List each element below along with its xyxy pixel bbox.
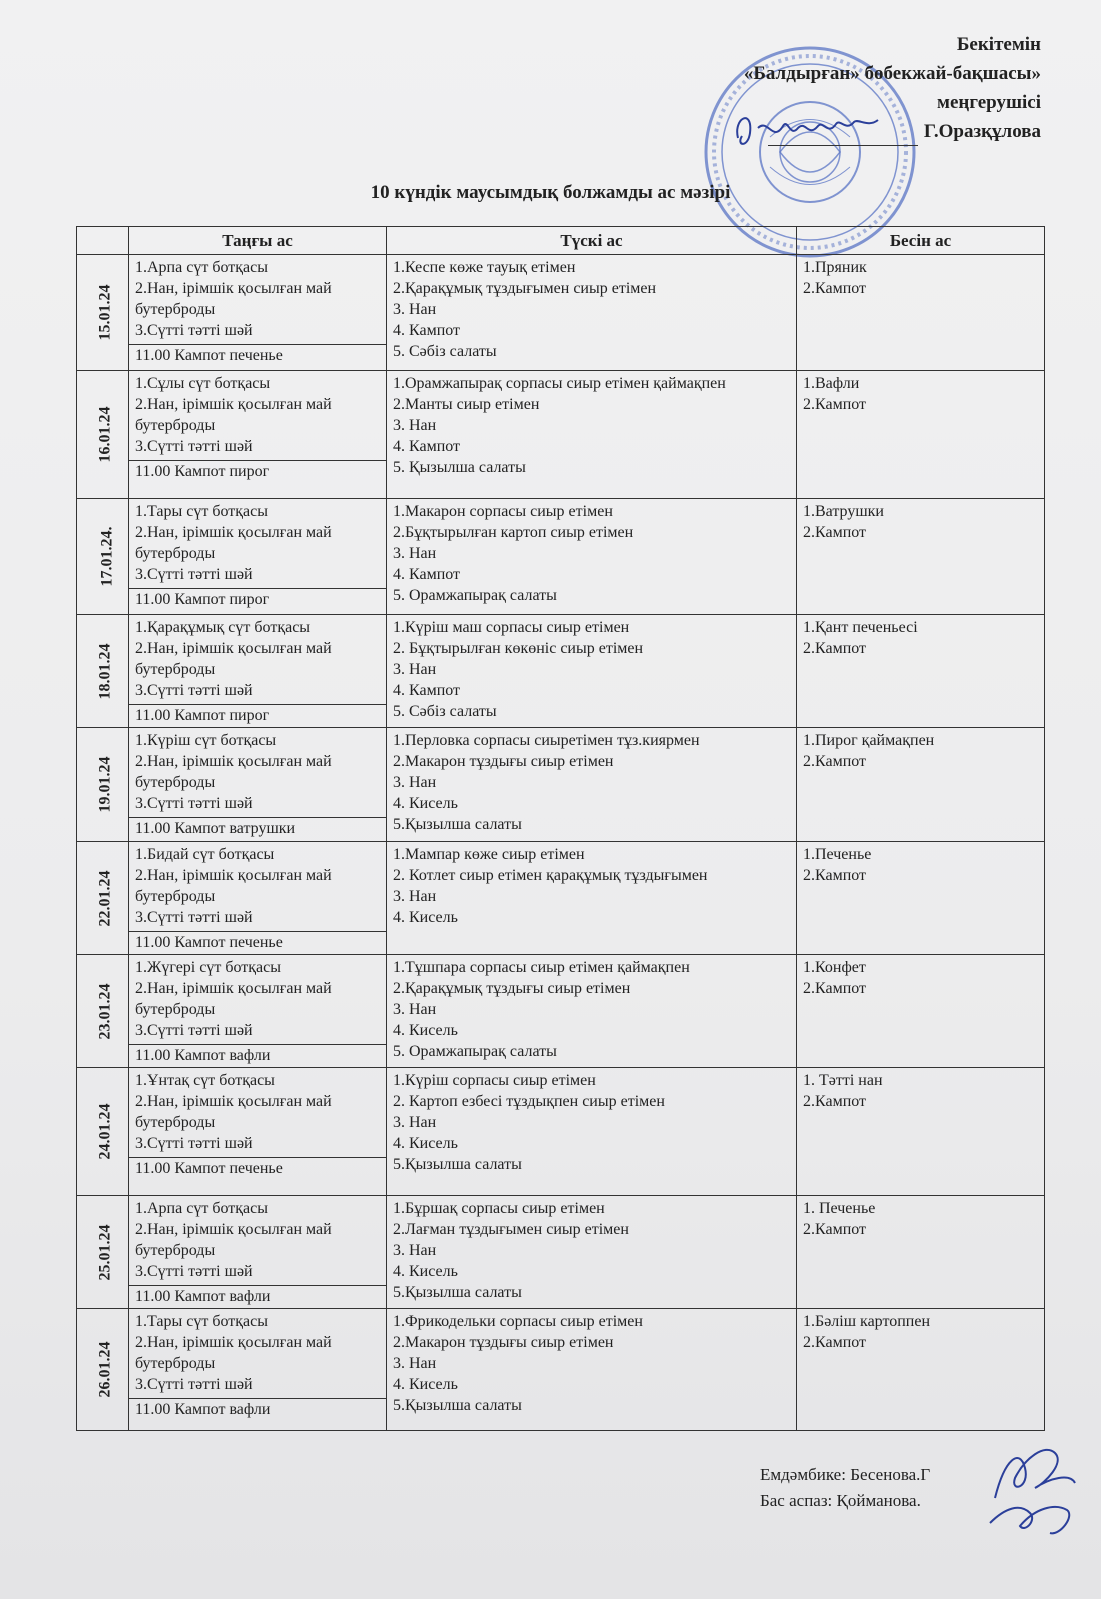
date-label: 18.01.24	[96, 643, 114, 699]
snack-cell	[797, 842, 1045, 955]
date-label: 26.01.24	[96, 1341, 114, 1398]
snack-item: 2.Кампот	[803, 867, 867, 884]
date-cell	[77, 255, 129, 371]
breakfast-cell	[129, 842, 387, 955]
date-cell	[77, 842, 129, 955]
snack-item: 1.Пирог қаймақпен	[803, 732, 935, 749]
lunch-item: 1.Макарон сорпасы сиыр етімен	[393, 503, 613, 520]
lunch-item: 5.Қызылша салаты	[393, 1284, 522, 1301]
lunch-item: 3. Нан	[393, 774, 437, 791]
breakfast-cell	[129, 728, 387, 842]
breakfast-item: 2.Нан, ірімшік қосылған май бутерброды	[135, 1093, 332, 1131]
second-breakfast-item: 11.00 Кампот вафли	[129, 1398, 386, 1421]
breakfast-item: 1.Бидай сүт ботқасы	[135, 846, 275, 863]
lunch-item: 4. Кисель	[393, 795, 458, 812]
snack-cell	[797, 615, 1045, 728]
date-cell	[77, 371, 129, 499]
breakfast-item: 1.Қарақұмық сүт ботқасы	[135, 619, 311, 636]
snack-item: 2.Кампот	[803, 524, 867, 541]
breakfast-cell	[129, 955, 387, 1068]
lunch-item: 1.Бұршақ сорпасы сиыр етімен	[393, 1200, 605, 1217]
lunch-cell	[387, 1068, 797, 1196]
lunch-item: 1.Мампар көже сиыр етімен	[393, 846, 585, 863]
lunch-item: 3. Нан	[393, 1001, 437, 1018]
table-row	[77, 615, 1045, 728]
table-row	[77, 955, 1045, 1068]
lunch-item: 3. Нан	[393, 888, 437, 905]
lunch-cell	[387, 955, 797, 1068]
lunch-item: 4. Кисель	[393, 909, 458, 926]
lunch-item: 3. Нан	[393, 417, 437, 434]
lunch-item: 5.Қызылша салаты	[393, 816, 522, 833]
snack-cell	[797, 371, 1045, 499]
lunch-item: 4. Кампот	[393, 438, 461, 455]
breakfast-cell	[129, 371, 387, 499]
lunch-item: 1.Кеспе көже тауық етімен	[393, 259, 576, 276]
lunch-item: 3. Нан	[393, 545, 437, 562]
date-cell	[77, 499, 129, 615]
director-name: Г.Оразқұлова	[923, 121, 1041, 142]
kindergarten-name: «Балдырған» бөбекжай-бақшасы»	[743, 63, 1041, 84]
second-breakfast-item: 11.00 Кампот вафли	[129, 1285, 386, 1308]
lunch-item: 1.Перловка сорпасы сиыретімен тұз.киярмен	[393, 732, 700, 749]
table-row	[77, 1309, 1045, 1431]
snack-item: 1. Печенье	[803, 1200, 876, 1217]
lunch-item: 1.Фрикодельки сорпасы сиыр етімен	[393, 1313, 643, 1330]
breakfast-item: 3.Сүтті тәтті шәй	[135, 438, 253, 455]
table-row	[77, 371, 1045, 499]
lunch-item: 1.Күріш маш сорпасы сиыр етімен	[393, 619, 630, 636]
breakfast-item: 2.Нан, ірімшік қосылған май бутерброды	[135, 1334, 332, 1372]
breakfast-cell	[129, 1309, 387, 1431]
date-cell	[77, 728, 129, 842]
date-label: 17.01.24.	[98, 526, 116, 587]
lunch-item: 2.Лағман тұздығымен сиыр етімен	[393, 1221, 629, 1238]
lunch-item: 4. Кисель	[393, 1135, 458, 1152]
snack-item: 2.Кампот	[803, 280, 867, 297]
lunch-cell	[387, 728, 797, 842]
snack-cell	[797, 955, 1045, 1068]
date-label: 24.01.24	[96, 1103, 114, 1160]
breakfast-cell	[129, 1068, 387, 1196]
breakfast-item: 1.Ұнтақ сүт ботқасы	[135, 1072, 275, 1089]
breakfast-item: 3.Сүтті тәтті шәй	[135, 1376, 253, 1393]
breakfast-item: 3.Сүтті тәтті шәй	[135, 909, 253, 926]
menu-table	[76, 226, 1045, 1431]
staff-signature	[975, 1438, 1085, 1548]
lunch-item: 4. Кампот	[393, 682, 461, 699]
lunch-cell	[387, 1196, 797, 1309]
lunch-item: 2. Картоп езбесі тұздықпен сиыр етімен	[393, 1093, 665, 1110]
lunch-item: 3. Нан	[393, 1242, 437, 1259]
lunch-item: 5. Сәбіз салаты	[393, 703, 497, 720]
lunch-item: 4. Кампот	[393, 322, 461, 339]
snack-item: 1.Ватрушки	[803, 503, 884, 520]
lunch-cell	[387, 499, 797, 615]
breakfast-cell	[129, 615, 387, 728]
breakfast-item: 1.Арпа сүт ботқасы	[135, 259, 268, 276]
lunch-cell	[387, 255, 797, 371]
snack-column-header: Бесін ас	[797, 227, 1045, 255]
chef-line: Бас аспаз: Қойманова.	[760, 1491, 921, 1510]
breakfast-item: 3.Сүтті тәтті шәй	[135, 322, 253, 339]
date-column-header	[77, 227, 129, 255]
snack-cell	[797, 1196, 1045, 1309]
second-breakfast-item: 11.00 Кампот пирог	[129, 588, 386, 611]
lunch-cell	[387, 371, 797, 499]
date-cell	[77, 1309, 129, 1431]
snack-item: 1.Конфет	[803, 959, 866, 976]
second-breakfast-item: 11.00 Кампот ватрушки	[129, 817, 386, 840]
snack-item: 2.Кампот	[803, 980, 867, 997]
table-row	[77, 1196, 1045, 1309]
lunch-item: 1.Күріш сорпасы сиыр етімен	[393, 1072, 596, 1089]
second-breakfast-item: 11.00 Кампот печенье	[129, 1157, 386, 1180]
lunch-item: 2. Котлет сиыр етімен қарақұмық тұздығымен	[393, 867, 708, 884]
snack-item: 2.Кампот	[803, 1334, 867, 1351]
lunch-item: 5.Қызылша салаты	[393, 1397, 522, 1414]
second-breakfast-item: 11.00 Кампот пирог	[129, 460, 386, 483]
nurse-line: Емдәмбике: Бесенова.Г	[760, 1465, 931, 1484]
lunch-item: 2.Бұқтырылған картоп сиыр етімен	[393, 524, 634, 541]
breakfast-item: 3.Сүтті тәтті шәй	[135, 566, 253, 583]
second-breakfast-item: 11.00 Кампот вафли	[129, 1044, 386, 1067]
table-row	[77, 1068, 1045, 1196]
breakfast-item: 3.Сүтті тәтті шәй	[135, 1263, 253, 1280]
breakfast-cell	[129, 499, 387, 615]
snack-item: 1.Бәліш картоппен	[803, 1313, 931, 1330]
snack-cell	[797, 1068, 1045, 1196]
table-row	[77, 842, 1045, 955]
lunch-item: 3. Нан	[393, 301, 437, 318]
lunch-item: 1.Тұшпара сорпасы сиыр етімен қаймақпен	[393, 959, 690, 976]
lunch-cell	[387, 1309, 797, 1431]
snack-cell	[797, 255, 1045, 371]
breakfast-item: 2.Нан, ірімшік қосылған май бутерброды	[135, 980, 332, 1018]
table-header-row	[77, 227, 1045, 255]
lunch-item: 2.Қарақұмық тұздығымен сиыр етімен	[393, 280, 657, 297]
breakfast-item: 1.Жүгері сүт ботқасы	[135, 959, 281, 976]
breakfast-item: 2.Нан, ірімшік қосылған май бутерброды	[135, 867, 332, 905]
approval-block	[621, 30, 1041, 146]
breakfast-item: 2.Нан, ірімшік қосылған май бутерброды	[135, 280, 332, 318]
second-breakfast-item: 11.00 Кампот печенье	[129, 344, 386, 367]
menu-body	[77, 255, 1045, 1431]
director-position: меңгерушісі	[937, 92, 1041, 113]
breakfast-item: 3.Сүтті тәтті шәй	[135, 682, 253, 699]
breakfast-item: 2.Нан, ірімшік қосылған май бутерброды	[135, 524, 332, 562]
lunch-item: 5.Қызылша салаты	[393, 1156, 522, 1173]
footer	[760, 1462, 930, 1514]
director-signature-line	[621, 117, 1041, 146]
breakfast-item: 1.Тары сүт ботқасы	[135, 503, 268, 520]
lunch-item: 3. Нан	[393, 661, 437, 678]
snack-item: 1.Вафли	[803, 375, 860, 392]
table-row	[77, 499, 1045, 615]
date-label: 16.01.24	[96, 406, 114, 463]
breakfast-item: 1.Арпа сүт ботқасы	[135, 1200, 268, 1217]
lunch-item: 5. Қызылша салаты	[393, 459, 526, 476]
snack-cell	[797, 499, 1045, 615]
date-cell	[77, 615, 129, 728]
snack-cell	[797, 728, 1045, 842]
breakfast-cell	[129, 255, 387, 371]
breakfast-item: 2.Нан, ірімшік қосылған май бутерброды	[135, 396, 332, 434]
breakfast-item: 2.Нан, ірімшік қосылған май бутерброды	[135, 640, 332, 678]
breakfast-item: 2.Нан, ірімшік қосылған май бутерброды	[135, 753, 332, 791]
lunch-item: 4. Кисель	[393, 1263, 458, 1280]
lunch-item: 2.Манты сиыр етімен	[393, 396, 540, 413]
breakfast-item: 3.Сүтті тәтті шәй	[135, 795, 253, 812]
snack-item: 1.Пряник	[803, 259, 867, 276]
lunch-column-header: Түскі ас	[387, 227, 797, 255]
lunch-item: 5. Орамжапырақ салаты	[393, 587, 557, 604]
lunch-item: 3. Нан	[393, 1355, 437, 1372]
snack-item: 2.Кампот	[803, 640, 867, 657]
lunch-item: 1.Орамжапырақ сорпасы сиыр етімен қаймақпен	[393, 375, 726, 392]
breakfast-column-header: Таңғы ас	[129, 227, 387, 255]
breakfast-item: 3.Сүтті тәтті шәй	[135, 1135, 253, 1152]
approval-heading: Бекітемін	[956, 34, 1041, 55]
menu-title: 10 күндік маусымдық болжамды ас мәзірі	[370, 182, 731, 203]
snack-item: 2.Кампот	[803, 1093, 867, 1110]
snack-item: 2.Кампот	[803, 1221, 867, 1238]
lunch-item: 3. Нан	[393, 1114, 437, 1131]
lunch-item: 2.Қарақұмық тұздығы сиыр етімен	[393, 980, 631, 997]
lunch-item: 5. Орамжапырақ салаты	[393, 1043, 557, 1060]
second-breakfast-item: 11.00 Кампот печенье	[129, 931, 386, 954]
snack-item: 1. Тәтті нан	[803, 1072, 883, 1089]
snack-item: 2.Кампот	[803, 753, 867, 770]
lunch-cell	[387, 615, 797, 728]
date-cell	[77, 955, 129, 1068]
snack-cell	[797, 1309, 1045, 1431]
date-label: 23.01.24	[96, 983, 114, 1039]
snack-item: 1.Печенье	[803, 846, 872, 863]
breakfast-item: 1.Күріш сүт ботқасы	[135, 732, 277, 749]
lunch-item: 5. Сәбіз салаты	[393, 343, 497, 360]
lunch-item: 2.Макарон тұздығы сиыр етімен	[393, 1334, 614, 1351]
breakfast-item: 2.Нан, ірімшік қосылған май бутерброды	[135, 1221, 332, 1259]
second-breakfast-item: 11.00 Кампот пирог	[129, 704, 386, 727]
date-label: 15.01.24	[96, 284, 114, 341]
lunch-item: 4. Кисель	[393, 1022, 458, 1039]
lunch-item: 2.Макарон тұздығы сиыр етімен	[393, 753, 614, 770]
date-label: 22.01.24	[96, 870, 114, 926]
table-row	[77, 728, 1045, 842]
lunch-item: 4. Кисель	[393, 1376, 458, 1393]
table-row	[77, 255, 1045, 371]
date-cell	[77, 1196, 129, 1309]
snack-item: 1.Қант печеньесі	[803, 619, 918, 636]
lunch-item: 4. Кампот	[393, 566, 461, 583]
date-label: 25.01.24	[96, 1224, 114, 1280]
lunch-cell	[387, 842, 797, 955]
lunch-item: 2. Бұқтырылған көкөніс сиыр етімен	[393, 640, 644, 657]
date-cell	[77, 1068, 129, 1196]
breakfast-item: 3.Сүтті тәтті шәй	[135, 1022, 253, 1039]
snack-item: 2.Кампот	[803, 396, 867, 413]
signature-underline	[768, 123, 918, 146]
breakfast-item: 1.Тары сүт ботқасы	[135, 1313, 268, 1330]
breakfast-item: 1.Сұлы сүт ботқасы	[135, 375, 271, 392]
breakfast-cell	[129, 1196, 387, 1309]
date-label: 19.01.24	[96, 756, 114, 813]
